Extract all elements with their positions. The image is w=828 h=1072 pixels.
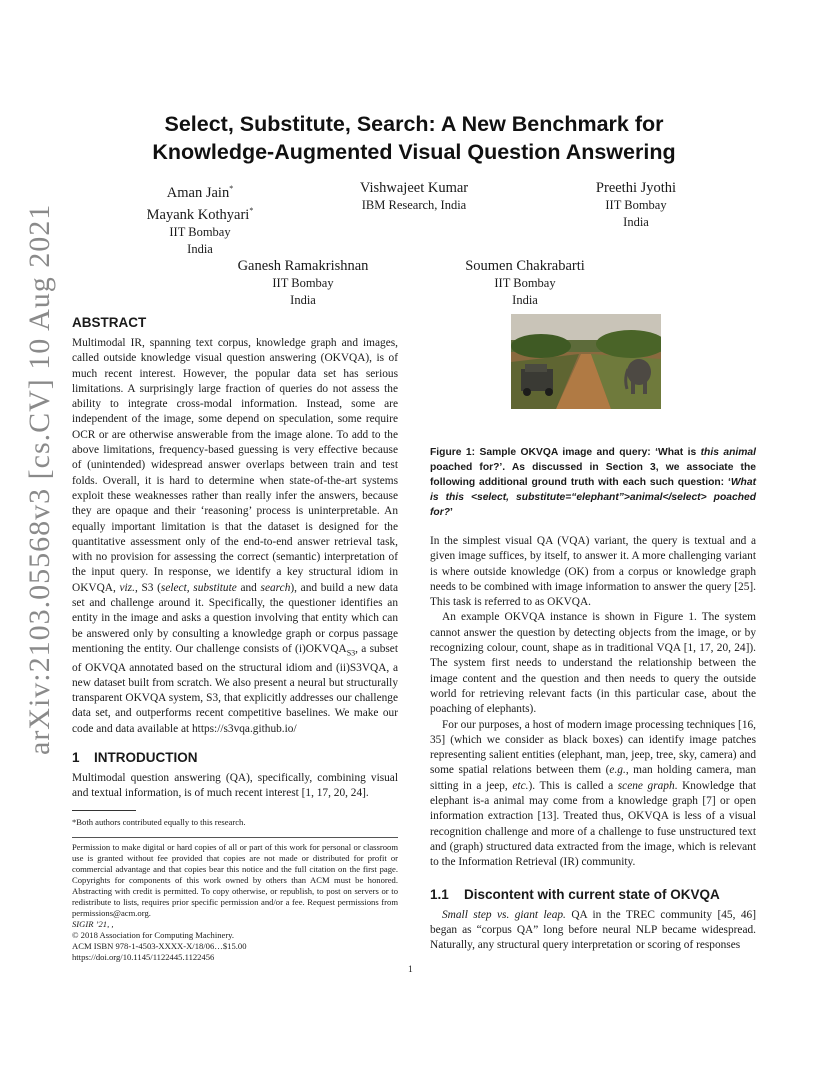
paragraph-small-step: Small step vs. giant leap. QA in the TREC community [45, 46] began as “corpus QA” long before neural NLP became widespread. Naturally, any structural query interpretation or scoring of responses [430,908,756,952]
arxiv-sidebar-stamp: arXiv:2103.05568v3 [cs.CV] 10 Aug 2021 [23,203,56,755]
title-line-1: Select, Substitute, Search: A New Benchmark for [164,112,664,136]
intro-text: Multimodal question answering (QA), specifically, combining visual and textual information, is of much recent interest [1, 17, 20, 24]. [72,771,398,800]
elephant-jeep-photo [511,314,661,409]
paper-title [100,110,728,166]
section-1-1-heading: 1.1 Discontent with current state of OKVQA [430,886,720,902]
abstract-heading: ABSTRACT [72,315,147,330]
author-affiliation: India [290,293,316,307]
author-name: Aman Jain* [166,184,234,201]
author-block-4 [213,258,393,309]
author-name: Vishwajeet Kumar [359,180,469,196]
paragraph-vqa: In the simplest visual QA (VQA) variant, the query is textual and a given image suffices, by itself, to answer it. A more challenging variant is where outside knowledge (OK) from a corpus or knowledge graph needs to be combined with image information to answer the query [25]. This task is referred to as OKVQA. [430,535,756,609]
author-affiliation: IIT Bombay [272,276,334,290]
intro-heading: 1 INTRODUCTION [72,749,198,765]
author-affiliation: India [187,241,213,256]
title-line-2: Knowledge-Augmented Visual Question Answering [152,140,676,164]
author-affiliation: IIT Bombay [605,198,667,212]
figure-1-image [511,314,661,409]
author-name: Mayank Kothyari* [146,205,254,223]
author-affiliation: IIT Bombay [494,276,556,290]
left-column [72,314,398,962]
author-name: Soumen Chakrabarti [465,258,585,274]
author-block-2 [334,180,494,214]
paragraph-purposes: For our purposes, a host of modern image processing techniques [16, 35] (which we consider as black boxes) can identify image patches representing salient entities (elephant, man, jeep, tree, sky, camera) and some spatial relations between them (e.g., man holding camera, man sitting in a jeep, etc.). This is called a scene graph. Knowledge that elephant is-a animal may come from a knowledge graph [7] or open information extraction [13]. Treated thus, OKVQA is less of a visual recognition challenge and more of a challenge to fuse unstructured text and (graph) structured data extracted from the image, which is relevant to the Information Retrieval (IR) community. [430,718,757,869]
author-affiliation: India [512,293,538,307]
figure-1-caption: Figure 1: Sample OKVQA image and query: ‘What is this animal poached for?’. As discussed in Section 3, we associate the following additional ground truth with each such question: ‘What is this <select, substitute=“elephant”>animal</select> poached for?’ [430,447,756,518]
author-affiliation: IBM Research, India [361,198,467,212]
doi-link[interactable]: https://doi.org/10.1145/1122445.1122456 [72,951,215,962]
copyright: © 2018 Association for Computing Machinery. [72,929,235,940]
right-column [430,314,756,953]
author-affiliation: India [623,215,649,229]
permission-divider [72,837,398,838]
isbn: ACM ISBN 978-1-4503-XXXX-X/18/06…$15.00 [72,940,247,951]
author-block-3 [566,180,706,231]
footnote: *Both authors contributed equally to this research. [72,816,246,827]
author-name: Ganesh Ramakrishnan [237,258,369,274]
permission-notice: Permission to make digital or hard copies of all or part of this work for personal or classroom use is granted without fee provided that copies are not made or distributed for profit or commercial advantage and that copies bear this notice and the full citation on the first page. Copyrights for components of this work owned by others than ACM must be honored. Abstracting with credit is permitted. To copy otherwise, or republish, to post on servers or to redistribute to lists, requires prior specific permission and/or a fee. Request permissions from permissions@acm.org. [72,842,398,918]
author-name: Preethi Jyothi [595,180,677,196]
author-block-1 [110,180,290,258]
page-number: 1 [408,965,413,975]
author-affiliation: IIT Bombay [169,224,231,239]
abstract-text: Multimodal IR, spanning text corpus, knowledge graph and images, called outside knowledge visual question answering (OKVQA), is of much recent interest. However, the popular data set has serious limitations. A surprisingly large fraction of queries do not assess the ability to integrate cross-modal information. Instead, some are independent of the image, some depend on speculation, some require OCR or are otherwise answerable from the image alone. To add to the above limitations, frequency-based guessing is very effective because of (unintended) widespread answer overlaps between train and test folds. Overall, it is hard to determine when state-of-the-art systems exploit these weaknesses rather than really infer the answers, because they are opaque and their ‘reasoning’ process is uninterpretable. An equally important limitation is that the dataset is designed for the quantitative assessment only of the end-to-end answer retrieval task, with no provision for assessing the correct (semantic) interpretation of the input query. In response, we identify a key structural idiom in OKVQA, viz., S3 (select, substitute and search), and build a new data set and challenge around it. Specifically, the questioner identifies an entity in the image and asks a question involving that entity which can be answered only by consulting a knowledge graph or corpus passage mentioning the entity. Our challenge consists of $(i)OKVQA_{S3}$, a subset of OKVQA annotated based on the structural idiom and (ii)S3VQA, a new dataset built from scratch. We also present a neural but structurally transparent OKVQA system, S3, that explicitly addresses our challenge data set, and outperforms recent competitive baselines. We make our code and data available at https://s3vqa.github.io/ [72,337,398,735]
footnote-divider [72,810,136,811]
paragraph-example: An example OKVQA instance is shown in Figure 1. The system cannot answer the question by detecting objects from the image, or by recognizing colour, count, shape as in traditional VQA [1, 17, 20, 24]). The system first needs to understand the relationship between the image content and the question and then needs to query the outside world for retrieving relevant facts (in this particular case, about the poaching of elephants). [430,611,756,716]
venue: SIGIR ’21, , [72,918,114,929]
author-block-5 [440,258,610,309]
